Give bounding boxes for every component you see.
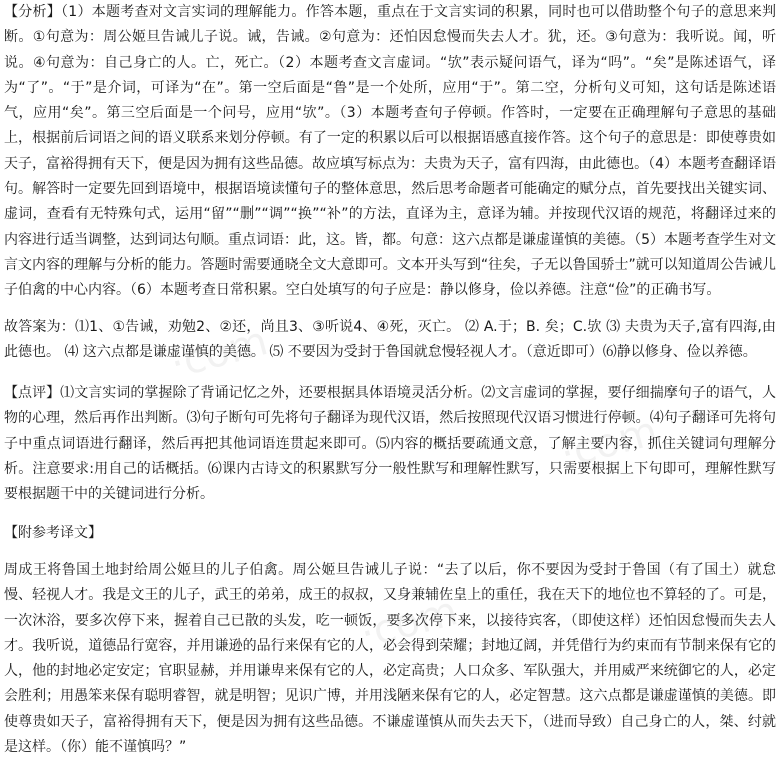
answer-section xyxy=(4,315,776,366)
comment-section xyxy=(4,381,776,507)
translation-text: 周成王将鲁国土地封给周公姬旦的儿子伯禽。周公姬旦告诫儿子说：“去了以后，你不要因为受封于鲁国（有了国土）就怠慢、轻视人才。我是文王的儿子，武王的弟弟，成王的叔叔，又身兼辅佐皇上的重任，我在天下的地位也不算轻的了。可是，一次沐浴，要多次停下来，握着自己已散的头发，吃一顿饭，要多次停下来，以接待宾客，（即使这样）还怕因怠慢而失去人才。我听说，道德品行宽容，并用谦逊的品行来保有它的人，必会得到荣耀；封地辽阔，并凭借行为约束而有节制来保有它的人，他的封地必定安定；官职显赫，并用谦卑来保有它的人，必定高贵；人口众多、军队强大，并用威严来统御它的人，必定会胜利；用愚笨来保有聪明睿智，就是明智；见识广博，并用浅陋来保有它的人，必定智慧。这六点都是谦虚谨慎的美德。即使尊贵如天子，富裕得拥有天下，便是因为拥有这些品德。不谦虚谨慎从而失去天下，（进而导致）自己身亡的人，桀、纣就是这样。（你）能不谨慎吗？” xyxy=(4,561,776,756)
translation-section xyxy=(4,558,776,760)
comment-paragraph xyxy=(4,381,776,507)
answer-text: 故答案为：⑴1、①告诫，劝勉2、②还，尚且3、③听说4、④死，灭亡。 ⑵ A.于；B. 矣；C.欤 ⑶ 夫贵为天子,富有四海,由此德也。 ⑷ 这六点都是谦虚谨慎的美德。 ⑸ 不要因为受封于鲁国就怠慢轻视人才。（意近即可）⑹静以修身、俭以养德。 xyxy=(4,318,776,360)
analysis-text: （1）本题考查对文言实词的理解能力。作答本题，重点在于文言实词的积累，同时也可以借助整个句子的意思来判断。①句意为：周公姬旦告诫儿子说。诫，告诫。②句意为：还怕因怠慢而失去人才。犹，还。③句意为：我听说。闻，听说。④句意为：自己身亡的人。亡，死亡。（2）本题考查文言虚词。“欤”表示疑问语气，译为“吗”。“矣”是陈述语气，译为“了”。“于”是介词，可译为“在”。第一空后面是“鲁”是一个处所，应用“于”。第二空，分析句义可知，这句话是陈述语气，应用“矣”。第三空后面是一个问号，应用“欤”。（3）本题考查句子停顿。作答时，一定要在正确理解句子意思的基础上，根据前后词语之间的语义联系来划分停顿。有了一定的积累以后可以根据语感直接作答。这个句子的意思是：即使尊贵如天子，富裕得拥有天下，便是因为拥有这些品德。故应填写标点为：夫贵为天子，富有四海，由此德也。（4）本题考查翻译语句。解答时一定要先回到语境中，根据语境读懂句子的整体意思，然后思考命题者可能确定的赋分点，首先要找出关键实词、虚词，查看有无特殊句式，运用“留”“删”“调”“换”“补”的方法，直译为主，意译为辅。并按现代汉语的规范，将翻译过来的内容进行适当调整，达到词达句顺。重点词语：此，这。皆，都。句意：这六点都是谦虚谨慎的美德。（5）本题考查学生对文言文内容的理解与分析的能力。答题时需要通晓全文大意即可。文本开头写到“往矣，子无以鲁国骄士”就可以知道周公告诫儿子伯禽的中心内容。（6）本题考查日常积累。空白处填写的句子应是：静以修身，俭以养德。注意“俭”的正确书写。 xyxy=(4,4,777,299)
analysis-section xyxy=(4,0,776,304)
comment-text: ⑴文言实词的掌握除了背诵记忆之外，还要根据具体语境灵活分析。⑵文言虚词的掌握，要仔细揣摩句子的语气，人物的心理，然后再作出判断。⑶句子断句可先将句子翻译为现代汉语，然后按照现代汉语习惯进行停顿。⑷句子翻译可先将句子中重点词语进行翻译，然后再把其他词语连贯起来即可。⑸内容的概括要疏通文意，了解主要内容，抓住关键词句理解分析。注意要求:用自己的话概括。⑹课内古诗文的积累默写分一般性默写和理解性默写，只需要根据上下句即可，理解性默写要根据题干中的关键词进行分析。 xyxy=(4,385,777,503)
translation-heading: 【附参考译文】 xyxy=(4,524,102,541)
analysis-paragraph xyxy=(4,0,776,304)
faint-watermark: ·com xyxy=(555,408,663,478)
translation-heading-section xyxy=(4,521,776,546)
analysis-label: 【分析】 xyxy=(4,4,62,20)
faint-watermark: ·com xyxy=(355,588,463,658)
comment-label: 【点评】 xyxy=(4,385,61,402)
faint-watermark: ·com xyxy=(165,318,273,388)
